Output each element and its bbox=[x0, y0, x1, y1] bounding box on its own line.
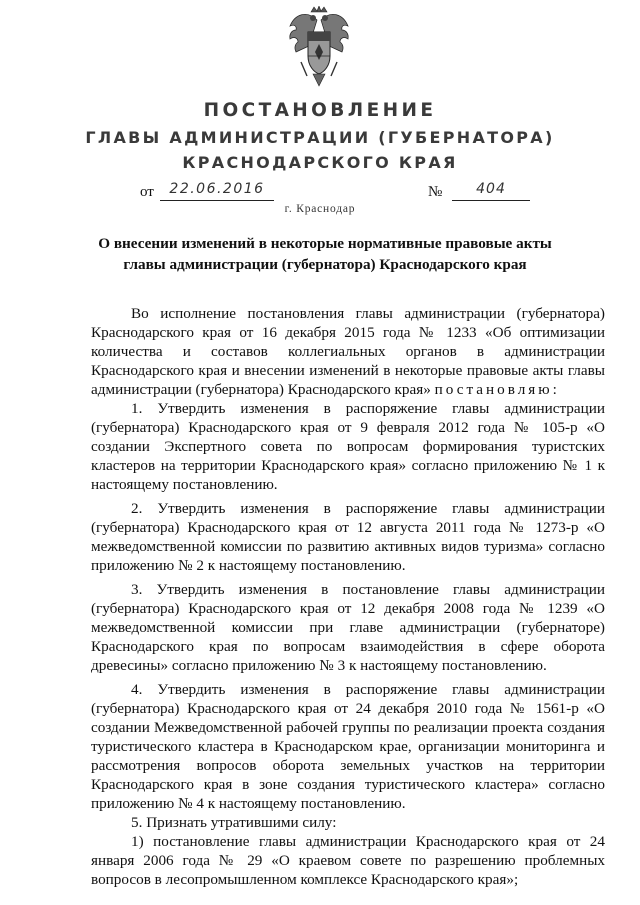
number-underline bbox=[452, 200, 530, 201]
item-5: 5. Признать утратившими силу: bbox=[131, 814, 337, 831]
issuer-heading-line2: КРАСНОДАРСКОГО КРАЯ bbox=[182, 153, 458, 172]
item-4: 4. Утвердить изменения в распоряжение главы администрации (губернатора) Краснодарского края от 24 декабря 2010 года № 1561-р «О создании Межведомственной рабочей группы по реализации проекта создания туристического кластера в Краснодарском крае, организации мониторинга и рассмотрения вопросов оборота земельных участков на территории Краснодарского края в зоне создания туристического кластера» согласно приложению № 4 к настоящему постановлению. bbox=[91, 681, 605, 812]
document-title bbox=[80, 233, 570, 275]
date-value: 22.06.2016 bbox=[169, 181, 265, 197]
document-title-line2: главы администрации (губернатора) Краснодарского края bbox=[123, 256, 527, 273]
document-body bbox=[91, 304, 605, 889]
document-type-heading: ПОСТАНОВЛЕНИЕ bbox=[203, 100, 437, 121]
city-label: г. Краснодар bbox=[284, 203, 356, 215]
item-2: 2. Утвердить изменения в распоряжение главы администрации (губернатора) Краснодарского края от 12 августа 2011 года № 1273-р «О межведомственной комиссии по развитию активных видов туризма» согласно приложению № 2 к настоящему постановлению. bbox=[91, 500, 605, 574]
number-value: 404 bbox=[476, 181, 506, 197]
document-title-line1: О внесении изменений в некоторые нормативные правовые акты bbox=[98, 235, 552, 252]
item-3: 3. Утвердить изменения в постановление главы администрации (губернатора) Краснодарского края от 12 декабря 2008 года № 1239 «О межведомственной комиссии при главе администрации (губернаторе) Краснодарского края по вопросам взаимодействия в сфере оборота древесины» согласно приложению № 3 к настоящему постановлению. bbox=[91, 581, 605, 674]
intro-text: Во исполнение постановления главы администрации (губернатора) Краснодарского края от 16 декабря 2015 года № 1233 «Об оптимизации количества и составов коллегиальных органов в администрации Краснодарского края и внесении изменений в некоторые правовые акты главы администрации (губернатора) Краснодарского края» bbox=[91, 305, 605, 398]
date-underline bbox=[160, 200, 274, 201]
issuer-heading-line1: ГЛАВЫ АДМИНИСТРАЦИИ (ГУБЕРНАТОРА) bbox=[85, 128, 555, 147]
resolve-word: постановляю: bbox=[434, 381, 560, 398]
date-label: от bbox=[140, 184, 154, 200]
intro-paragraph bbox=[91, 304, 605, 399]
item-1: 1. Утвердить изменения в распоряжение главы администрации (губернатора) Краснодарского края от 9 февраля 2012 года № 105-р «О создании Экспертного совета по вопросам формирования туристских кластеров на территории Краснодарского края» согласно приложению № 1 к настоящему постановлению. bbox=[91, 400, 605, 493]
item-5-1: 1) постановление главы администрации Краснодарского края от 24 января 2006 года № 29 «О краевом совете по разрешению проблемных вопросов в лесопромышленном комплексе Краснодарского края»; bbox=[91, 833, 605, 888]
number-label: № bbox=[428, 184, 443, 200]
coat-of-arms-icon bbox=[287, 6, 351, 88]
